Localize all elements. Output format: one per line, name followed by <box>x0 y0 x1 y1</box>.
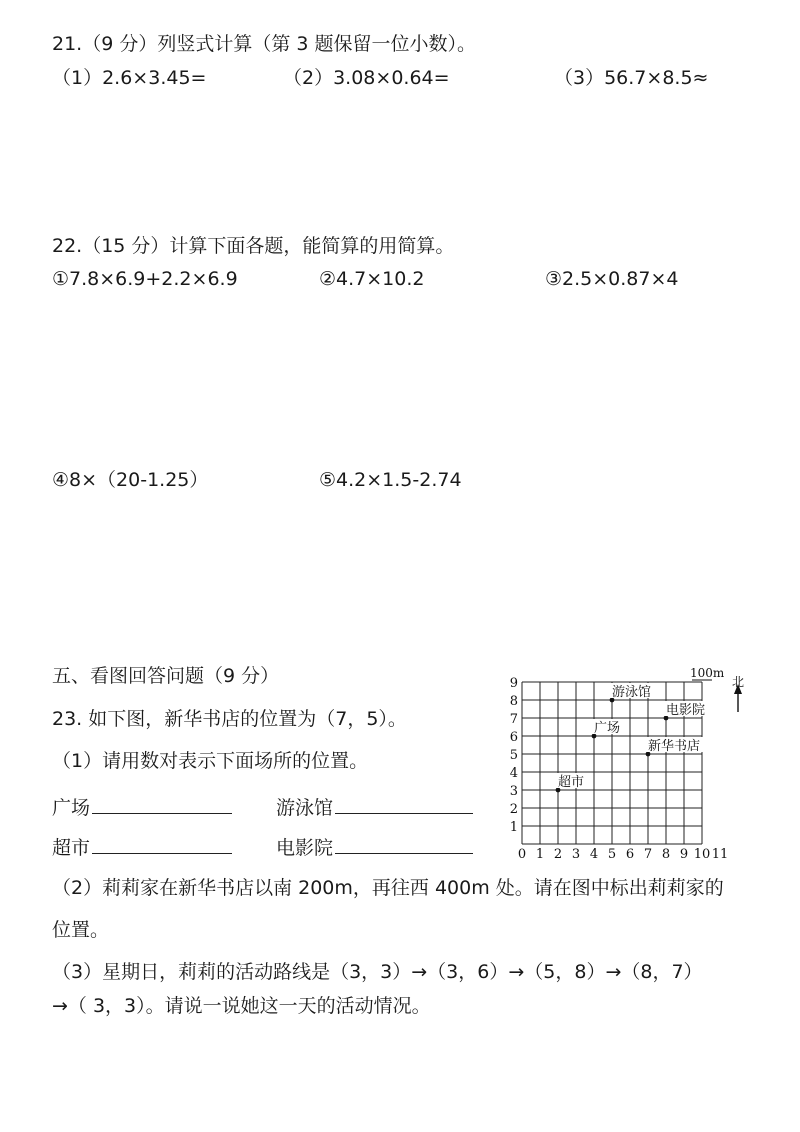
place-label: 游泳馆 <box>612 685 652 700</box>
place-label: 电影院 <box>666 703 706 718</box>
scale-bar <box>690 666 725 680</box>
q22-item-1: ①7.8×6.9+2.2×6.9 <box>52 268 238 290</box>
q22-item-4: ④8×（20-1.25） <box>52 469 209 491</box>
x-tick-label: 10 <box>693 847 711 862</box>
q22-item-2: ②4.7×10.2 <box>319 268 425 290</box>
q23-part3-line1: （3）星期日，莉莉的活动路线是（3，3）→（3，6）→（5，8）→（8，7） <box>52 961 703 983</box>
north-arrow-icon <box>732 675 744 712</box>
y-tick-label: 9 <box>509 676 518 691</box>
y-tick-label: 8 <box>509 694 518 709</box>
blank-chaoshi[interactable] <box>92 833 232 854</box>
q22-title: 22.（15 分）计算下面各题，能简算的用简算。 <box>52 235 455 257</box>
grid-map <box>500 664 760 864</box>
blank-guangchang[interactable] <box>92 793 232 814</box>
x-tick-label: 0 <box>517 847 527 862</box>
north-label: 北 <box>732 675 745 689</box>
q23-part2-line2: 位置。 <box>52 919 110 941</box>
q21-item-2: （2）3.08×0.64= <box>283 67 450 89</box>
x-tick-label: 8 <box>661 847 671 862</box>
blank-dianyingyuan[interactable] <box>335 833 473 854</box>
x-tick-label: 5 <box>607 847 617 862</box>
x-tick-label: 2 <box>553 847 563 862</box>
answer-row-dianyingyuan <box>276 833 473 860</box>
place-label: 超市 <box>558 775 585 790</box>
q22-item-3: ③2.5×0.87×4 <box>545 268 679 290</box>
x-tick-label: 4 <box>589 847 599 862</box>
x-tick-label: 3 <box>571 847 581 862</box>
x-tick-label: 9 <box>679 847 689 862</box>
q21-item-1: （1）2.6×3.45= <box>52 67 207 89</box>
y-tick-label: 5 <box>509 748 518 763</box>
x-tick-label: 1 <box>535 847 545 862</box>
section5-title: 五、看图回答问题（9 分） <box>52 665 280 687</box>
answer-row-chaoshi <box>52 833 232 860</box>
q22-item-5: ⑤4.2×1.5-2.74 <box>319 469 462 491</box>
y-tick-label: 4 <box>509 766 518 781</box>
q23-intro: 23. 如下图，新华书店的位置为（7，5）。 <box>52 708 407 730</box>
q23-part3-line2: →（ 3，3）。请说一说她这一天的活动情况。 <box>52 995 431 1017</box>
q21-title: 21.（9 分）列竖式计算（第 3 题保留一位小数）。 <box>52 33 477 55</box>
blank-youyongguan[interactable] <box>335 793 473 814</box>
q21-item-3: （3）56.7×8.5≈ <box>554 67 709 89</box>
answer-row-youyongguan <box>276 793 473 820</box>
q23-part2-line1: （2）莉莉家在新华书店以南 200m，再往西 400m 处。请在图中标出莉莉家的 <box>52 877 724 899</box>
label-youyongguan: 游泳馆 <box>276 797 334 819</box>
answer-row-guangchang <box>52 793 232 820</box>
y-tick-label: 6 <box>509 730 518 745</box>
label-dianyingyuan: 电影院 <box>276 837 334 859</box>
place-label: 新华书店 <box>648 739 701 754</box>
q23-part1: （1）请用数对表示下面场所的位置。 <box>52 750 369 772</box>
x-tick-label: 7 <box>643 847 653 862</box>
y-tick-label: 3 <box>509 784 518 799</box>
label-chaoshi: 超市 <box>52 837 91 859</box>
label-guangchang: 广场 <box>52 797 91 819</box>
y-tick-label: 7 <box>509 712 518 727</box>
grid-points <box>556 683 710 792</box>
y-tick-label: 1 <box>509 820 518 835</box>
x-tick-label: 11 <box>711 847 729 862</box>
place-label: 广场 <box>594 721 621 736</box>
x-tick-label: 6 <box>625 847 635 862</box>
scale-label: 100m <box>690 666 725 680</box>
y-tick-label: 2 <box>509 802 518 817</box>
